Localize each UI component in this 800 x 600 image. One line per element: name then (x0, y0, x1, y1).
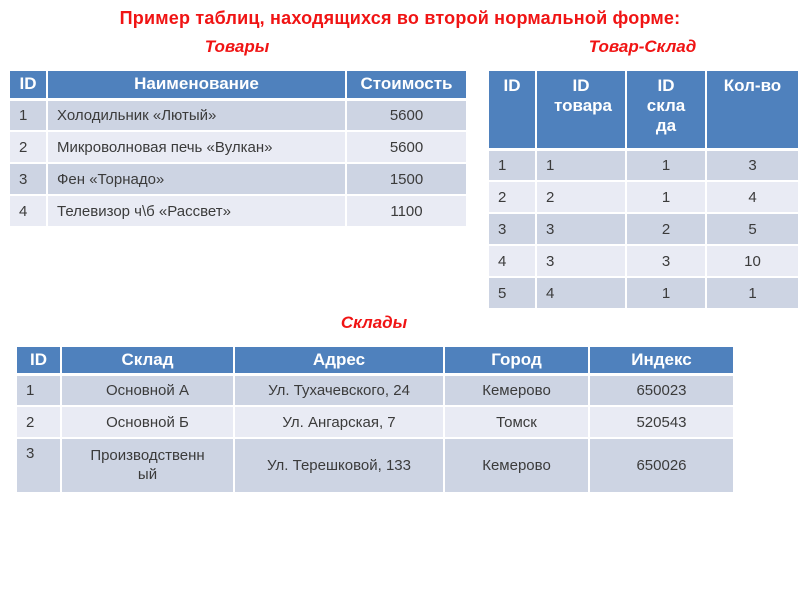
header-row (16, 346, 734, 374)
table-row (9, 163, 467, 195)
header-row (488, 70, 799, 149)
cell-price: 1500 (346, 163, 467, 195)
cell-price: 5600 (346, 99, 467, 131)
cell-product-id: 4 (536, 277, 626, 309)
column-header-id: ID (488, 70, 536, 149)
cell-warehouse-id: 3 (626, 245, 706, 277)
cell-postal-code: 650023 (589, 374, 734, 406)
column-header-product-id: ID товара (536, 70, 626, 149)
column-header-id: ID (9, 70, 47, 99)
cell-price: 5600 (346, 131, 467, 163)
cell-quantity: 3 (706, 149, 799, 181)
header-row (9, 70, 467, 99)
cell-quantity: 5 (706, 213, 799, 245)
cell-city: Кемерово (444, 374, 589, 406)
cell-quantity: 1 (706, 277, 799, 309)
cell-product-id: 1 (536, 149, 626, 181)
table-row (488, 181, 799, 213)
table-row (9, 195, 467, 227)
cell-product-name: Холодильник «Лютый» (47, 99, 346, 131)
cell-id: 3 (16, 438, 61, 493)
cell-quantity: 10 (706, 245, 799, 277)
table-row (16, 406, 734, 438)
cell-address: Ул. Тухачевского, 24 (234, 374, 444, 406)
column-header-name: Наименование (47, 70, 346, 99)
cell-warehouse-name: Производственный (61, 438, 234, 493)
column-header-quantity: Кол-во (706, 70, 799, 149)
cell-address: Ул. Ангарская, 7 (234, 406, 444, 438)
cell-id: 4 (9, 195, 47, 227)
cell-product-name: Телевизор ч\б «Рассвет» (47, 195, 346, 227)
table-row (9, 131, 467, 163)
cell-product-id: 3 (536, 245, 626, 277)
cell-id: 3 (488, 213, 536, 245)
slide-title: Пример таблиц, находящихся во второй нормальной форме: (119, 8, 681, 28)
column-header-price: Стоимость (346, 70, 467, 99)
cell-warehouse-name: Основной А (61, 374, 234, 406)
cell-id: 2 (488, 181, 536, 213)
table-row (16, 438, 734, 493)
cell-warehouse-id: 1 (626, 149, 706, 181)
column-header-warehouse-id: ID склада (626, 70, 706, 149)
cell-city: Томск (444, 406, 589, 438)
table-row (488, 213, 799, 245)
cell-id: 5 (488, 277, 536, 309)
column-header-postal-code: Индекс (589, 346, 734, 374)
column-header-warehouse: Склад (61, 346, 234, 374)
cell-id: 2 (16, 406, 61, 438)
cell-product-id: 2 (536, 181, 626, 213)
cell-postal-code: 650026 (589, 438, 734, 493)
table-row (16, 374, 734, 406)
cell-warehouse-id: 1 (626, 277, 706, 309)
table-row (488, 277, 799, 309)
cell-warehouse-id: 1 (626, 181, 706, 213)
table-row (488, 149, 799, 181)
cell-address: Ул. Терешковой, 133 (234, 438, 444, 493)
cell-id: 1 (9, 99, 47, 131)
cell-warehouse-name: Основной Б (61, 406, 234, 438)
cell-product-name: Фен «Торнадо» (47, 163, 346, 195)
cell-product-name: Микроволновая печь «Вулкан» (47, 131, 346, 163)
product-warehouse-table-caption: Товар-Склад (588, 37, 697, 56)
product-warehouse-table (487, 69, 800, 310)
column-header-address: Адрес (234, 346, 444, 374)
warehouses-table-caption: Склады (340, 313, 408, 332)
cell-city: Кемерово (444, 438, 589, 493)
column-header-city: Город (444, 346, 589, 374)
cell-id: 2 (9, 131, 47, 163)
cell-price: 1100 (346, 195, 467, 227)
cell-id: 1 (488, 149, 536, 181)
column-header-id: ID (16, 346, 61, 374)
cell-product-id: 3 (536, 213, 626, 245)
products-table (8, 69, 468, 228)
cell-postal-code: 520543 (589, 406, 734, 438)
cell-id: 4 (488, 245, 536, 277)
cell-id: 1 (16, 374, 61, 406)
table-row (488, 245, 799, 277)
warehouses-table (15, 345, 735, 494)
table-row (9, 99, 467, 131)
cell-id: 3 (9, 163, 47, 195)
cell-quantity: 4 (706, 181, 799, 213)
products-table-caption: Товары (204, 37, 270, 56)
cell-warehouse-id: 2 (626, 213, 706, 245)
